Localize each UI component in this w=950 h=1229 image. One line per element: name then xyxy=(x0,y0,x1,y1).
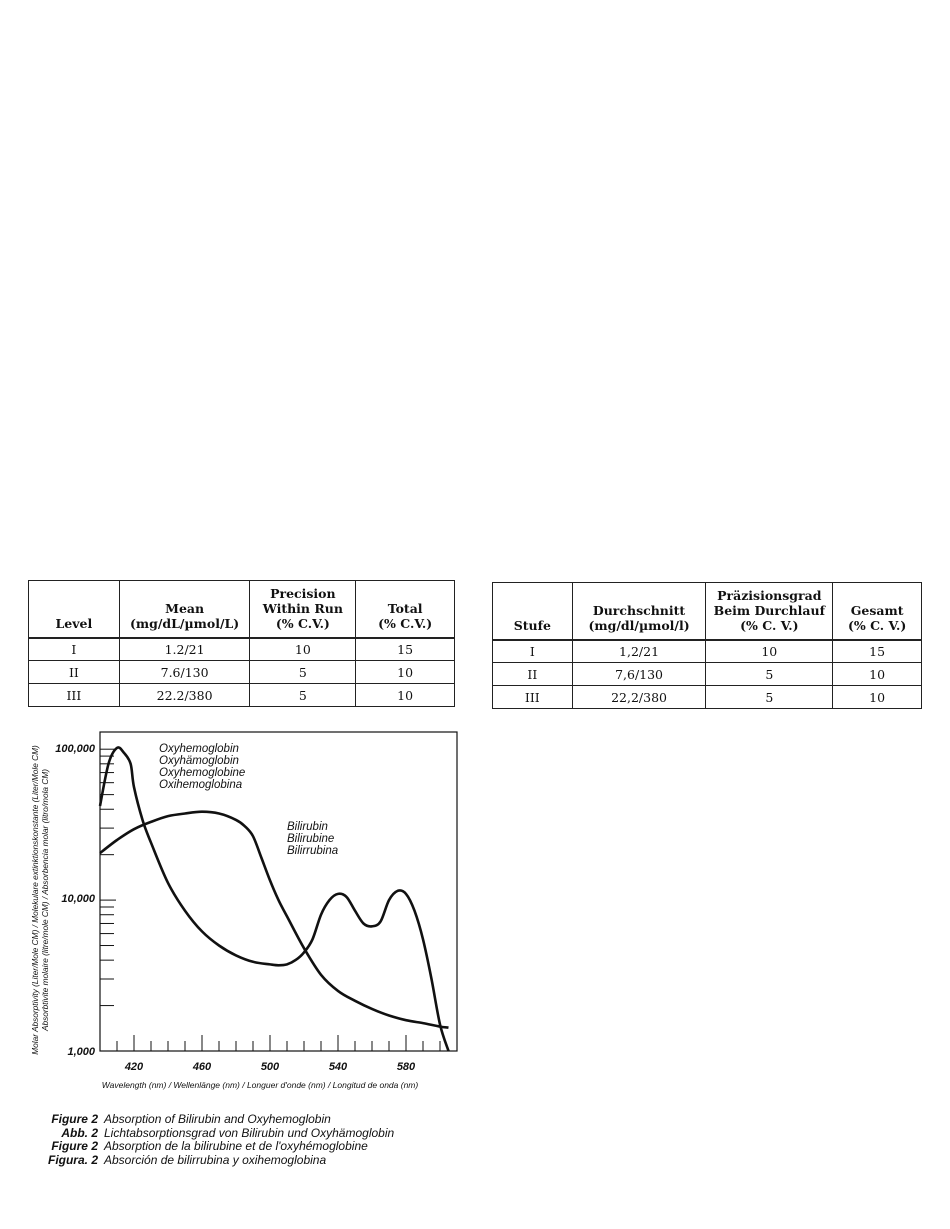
caption-label: Figura. 2 xyxy=(47,1152,98,1167)
header-total: Total (% C.V.) xyxy=(356,581,455,638)
caption-label: Abb. 2 xyxy=(61,1125,98,1140)
table-cell: 10 xyxy=(833,663,922,686)
x-axis-title: Wavelength (nm) / Wellenlänge (nm) / Longuer d'onde (nm) / Longitud de onda (nm) xyxy=(101,1080,419,1090)
table-cell: 15 xyxy=(833,640,922,663)
table-cell: 1,2/21 xyxy=(572,640,706,663)
series-line-oxyhemoglobin xyxy=(100,747,449,1051)
absorption-chart xyxy=(0,720,480,1100)
curve-label-oxyhemoglobin: Oxyhemoglobin xyxy=(159,743,239,755)
table-cell: 5 xyxy=(706,686,833,709)
table-cell: 5 xyxy=(250,661,356,684)
table-cell: II xyxy=(29,661,120,684)
precision-table-german xyxy=(492,582,922,709)
series-lines xyxy=(100,747,449,1051)
curve-label-oxyhemoglobin: Oxyhämoglobin xyxy=(159,755,239,767)
curve-label-oxyhemoglobin: Oxihemoglobina xyxy=(159,779,243,791)
header-mean: Mean (mg/dL/µmol/L) xyxy=(119,581,250,638)
table-cell: 5 xyxy=(250,684,356,707)
y-tick-label: 10,000 xyxy=(61,893,95,905)
table-row xyxy=(29,661,455,684)
table-cell: 10 xyxy=(706,640,833,663)
table-cell: 15 xyxy=(356,638,455,661)
y-axis-title-line-1: Molar Absorptivity (Liter/Mole CM) / Molekulare extinktionskonstante (Liter/Mole CM) xyxy=(30,745,40,1055)
table-row xyxy=(29,684,455,707)
header-stufe: Stufe xyxy=(493,583,573,640)
table-cell: 7,6/130 xyxy=(572,663,706,686)
x-tick-label: 580 xyxy=(396,1061,416,1073)
table-cell: I xyxy=(29,638,120,661)
table-cell: 1.2/21 xyxy=(119,638,250,661)
curve-label-bilirubin: Bilirubine xyxy=(287,833,335,845)
table-row xyxy=(493,640,922,663)
table-cell: 10 xyxy=(356,684,455,707)
header-durchschnitt: Durchschnitt (mg/dl/µmol/l) xyxy=(572,583,706,640)
header-precision-within-run: Precision Within Run (% C.V.) xyxy=(250,581,356,638)
table-row xyxy=(29,638,455,661)
y-axis-title-line-2: Absorbtivite molaire (litre/mole CM) / Absorbencia molar (litro/mola CM) xyxy=(40,768,50,1032)
x-tick-label: 420 xyxy=(124,1061,144,1073)
curve-label-bilirubin: Bilirubin xyxy=(287,821,328,833)
figure-caption xyxy=(36,1113,394,1167)
table-cell: I xyxy=(493,640,573,663)
curve-label-bilirubin: Bilirrubina xyxy=(287,845,339,857)
y-tick-label: 100,000 xyxy=(55,743,95,755)
caption-text: Absorption de la bilirubine et de l'oxyhémoglobine xyxy=(104,1139,368,1153)
caption-text: Lichtabsorptionsgrad von Bilirubin und Oxyhämoglobin xyxy=(104,1125,395,1140)
table-row xyxy=(493,663,922,686)
x-tick-label: 460 xyxy=(192,1061,212,1073)
header-level: Level xyxy=(29,581,120,638)
table-cell: 7.6/130 xyxy=(119,661,250,684)
table-cell: II xyxy=(493,663,573,686)
table-cell: 10 xyxy=(833,686,922,709)
table-cell: III xyxy=(493,686,573,709)
table-cell: III xyxy=(29,684,120,707)
caption-label: Figure 2 xyxy=(51,1139,98,1153)
table-cell: 10 xyxy=(250,638,356,661)
table-cell: 5 xyxy=(706,663,833,686)
table-cell: 10 xyxy=(356,661,455,684)
x-tick-label: 500 xyxy=(260,1061,280,1073)
x-axis-ticks xyxy=(117,1035,440,1073)
header-gesamt: Gesamt (% C. V.) xyxy=(833,583,922,640)
table-cell: 22,2/380 xyxy=(572,686,706,709)
y-tick-label: 1,000 xyxy=(67,1046,95,1058)
caption-label: Figure 2 xyxy=(51,1112,98,1126)
caption-text: Absorción de bilirrubina y oxihemoglobina xyxy=(104,1152,327,1167)
header-praezisionsgrad: Präzisionsgrad Beim Durchlauf (% C. V.) xyxy=(706,583,833,640)
table-row xyxy=(493,686,922,709)
caption-text: Absorption of Bilirubin and Oxyhemoglobin xyxy=(104,1112,331,1126)
x-tick-label: 540 xyxy=(328,1061,348,1073)
precision-table-english xyxy=(28,580,455,707)
curve-label-oxyhemoglobin: Oxyhemoglobine xyxy=(159,767,246,779)
table-cell: 22.2/380 xyxy=(119,684,250,707)
